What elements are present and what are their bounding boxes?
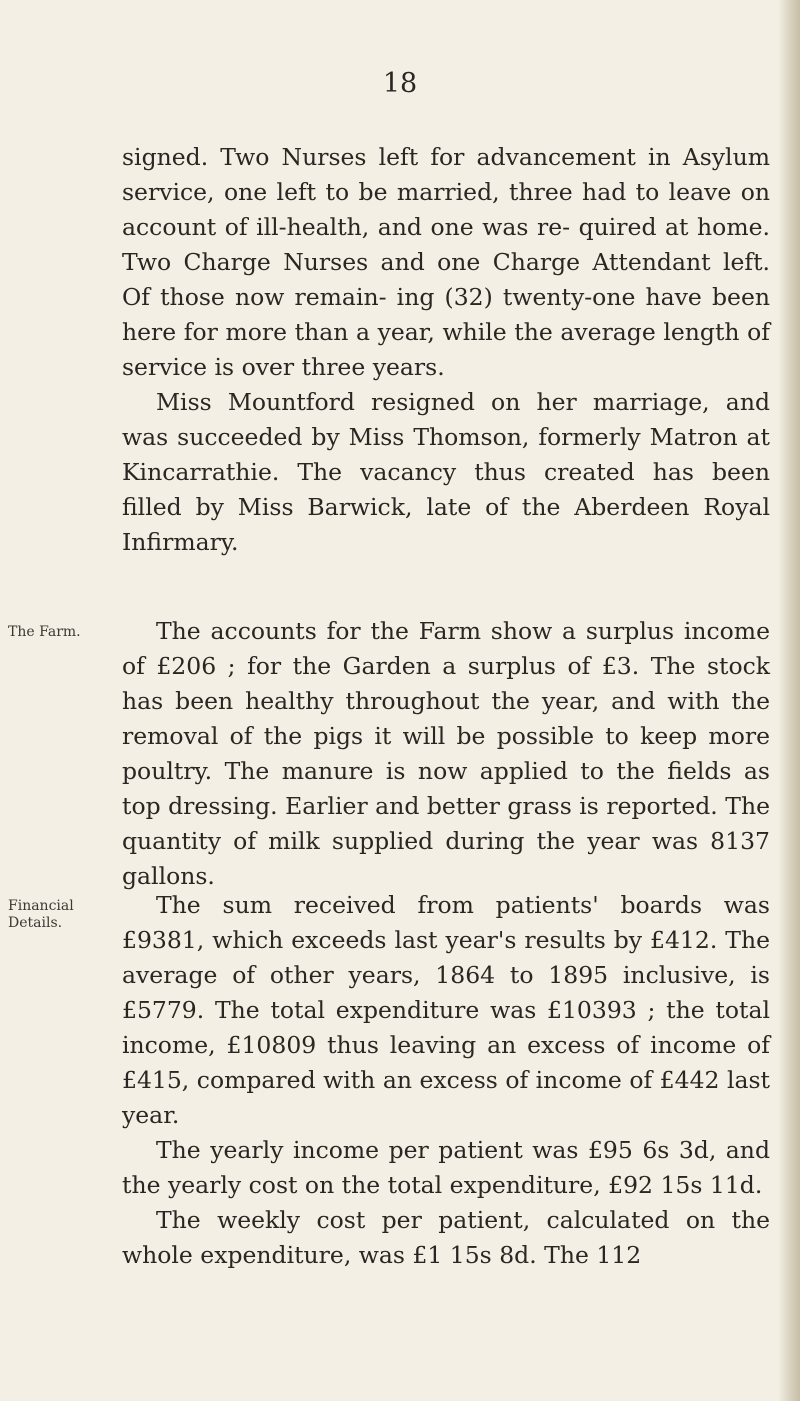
farm-section [122,614,770,894]
yearly-income-paragraph: The yearly income per patient was £95 6s 3d, and the yearly cost on the total expenditure, £92 15s 11d. [122,1136,770,1199]
financial-section [122,888,770,1273]
farm-paragraph: The accounts for the Farm show a surplus income of £206 ; for the Garden a surplus of £3. The stock has been healthy throughout the year, and with the removal of the pigs it will be possible to keep more poultry. The manure is now applied to the fields as top dressing. Earlier and better grass is reported. The quantity of milk supplied during the year was 8137 gallons. [122,617,770,890]
staff-section [122,140,770,560]
matron-paragraph: Miss Mountford resigned on her marriage, and was succeeded by Miss Thomson, formerly Matron at Kincarrathie. The vacancy thus created has been filled by Miss Barwick, late of the Aberdeen Royal Infirmary. [122,388,770,556]
weekly-cost-paragraph: The weekly cost per patient, calculated on the whole expenditure, was £1 15s 8d. The 112 [122,1206,770,1269]
staff-paragraph: signed. Two Nurses left for advancement in Asylum service, one left to be married, three had to leave on account of ill-health, and one was re- quired at home. Two Charge Nurses and one Charge Attendant left. Of those now remain- ing (32) twenty-one have been here for more than a year, while the average length of service is over three years. [122,143,770,381]
financial-paragraph: The sum received from patients' boards was £9381, which exceeds last year's results by £412. The average of other years, 1864 to 1895 inclusive, is £5779. The total expenditure was £10393 ; the total income, £10809 thus leaving an excess of income of £415, compared with an excess of income of £442 last year. [122,891,770,1129]
page-number: 18 [382,68,418,99]
margin-note-farm: The Farm. [8,624,81,640]
margin-note-financial-details: Financial Details. [8,898,74,931]
page-edge-shadow [778,0,800,1401]
